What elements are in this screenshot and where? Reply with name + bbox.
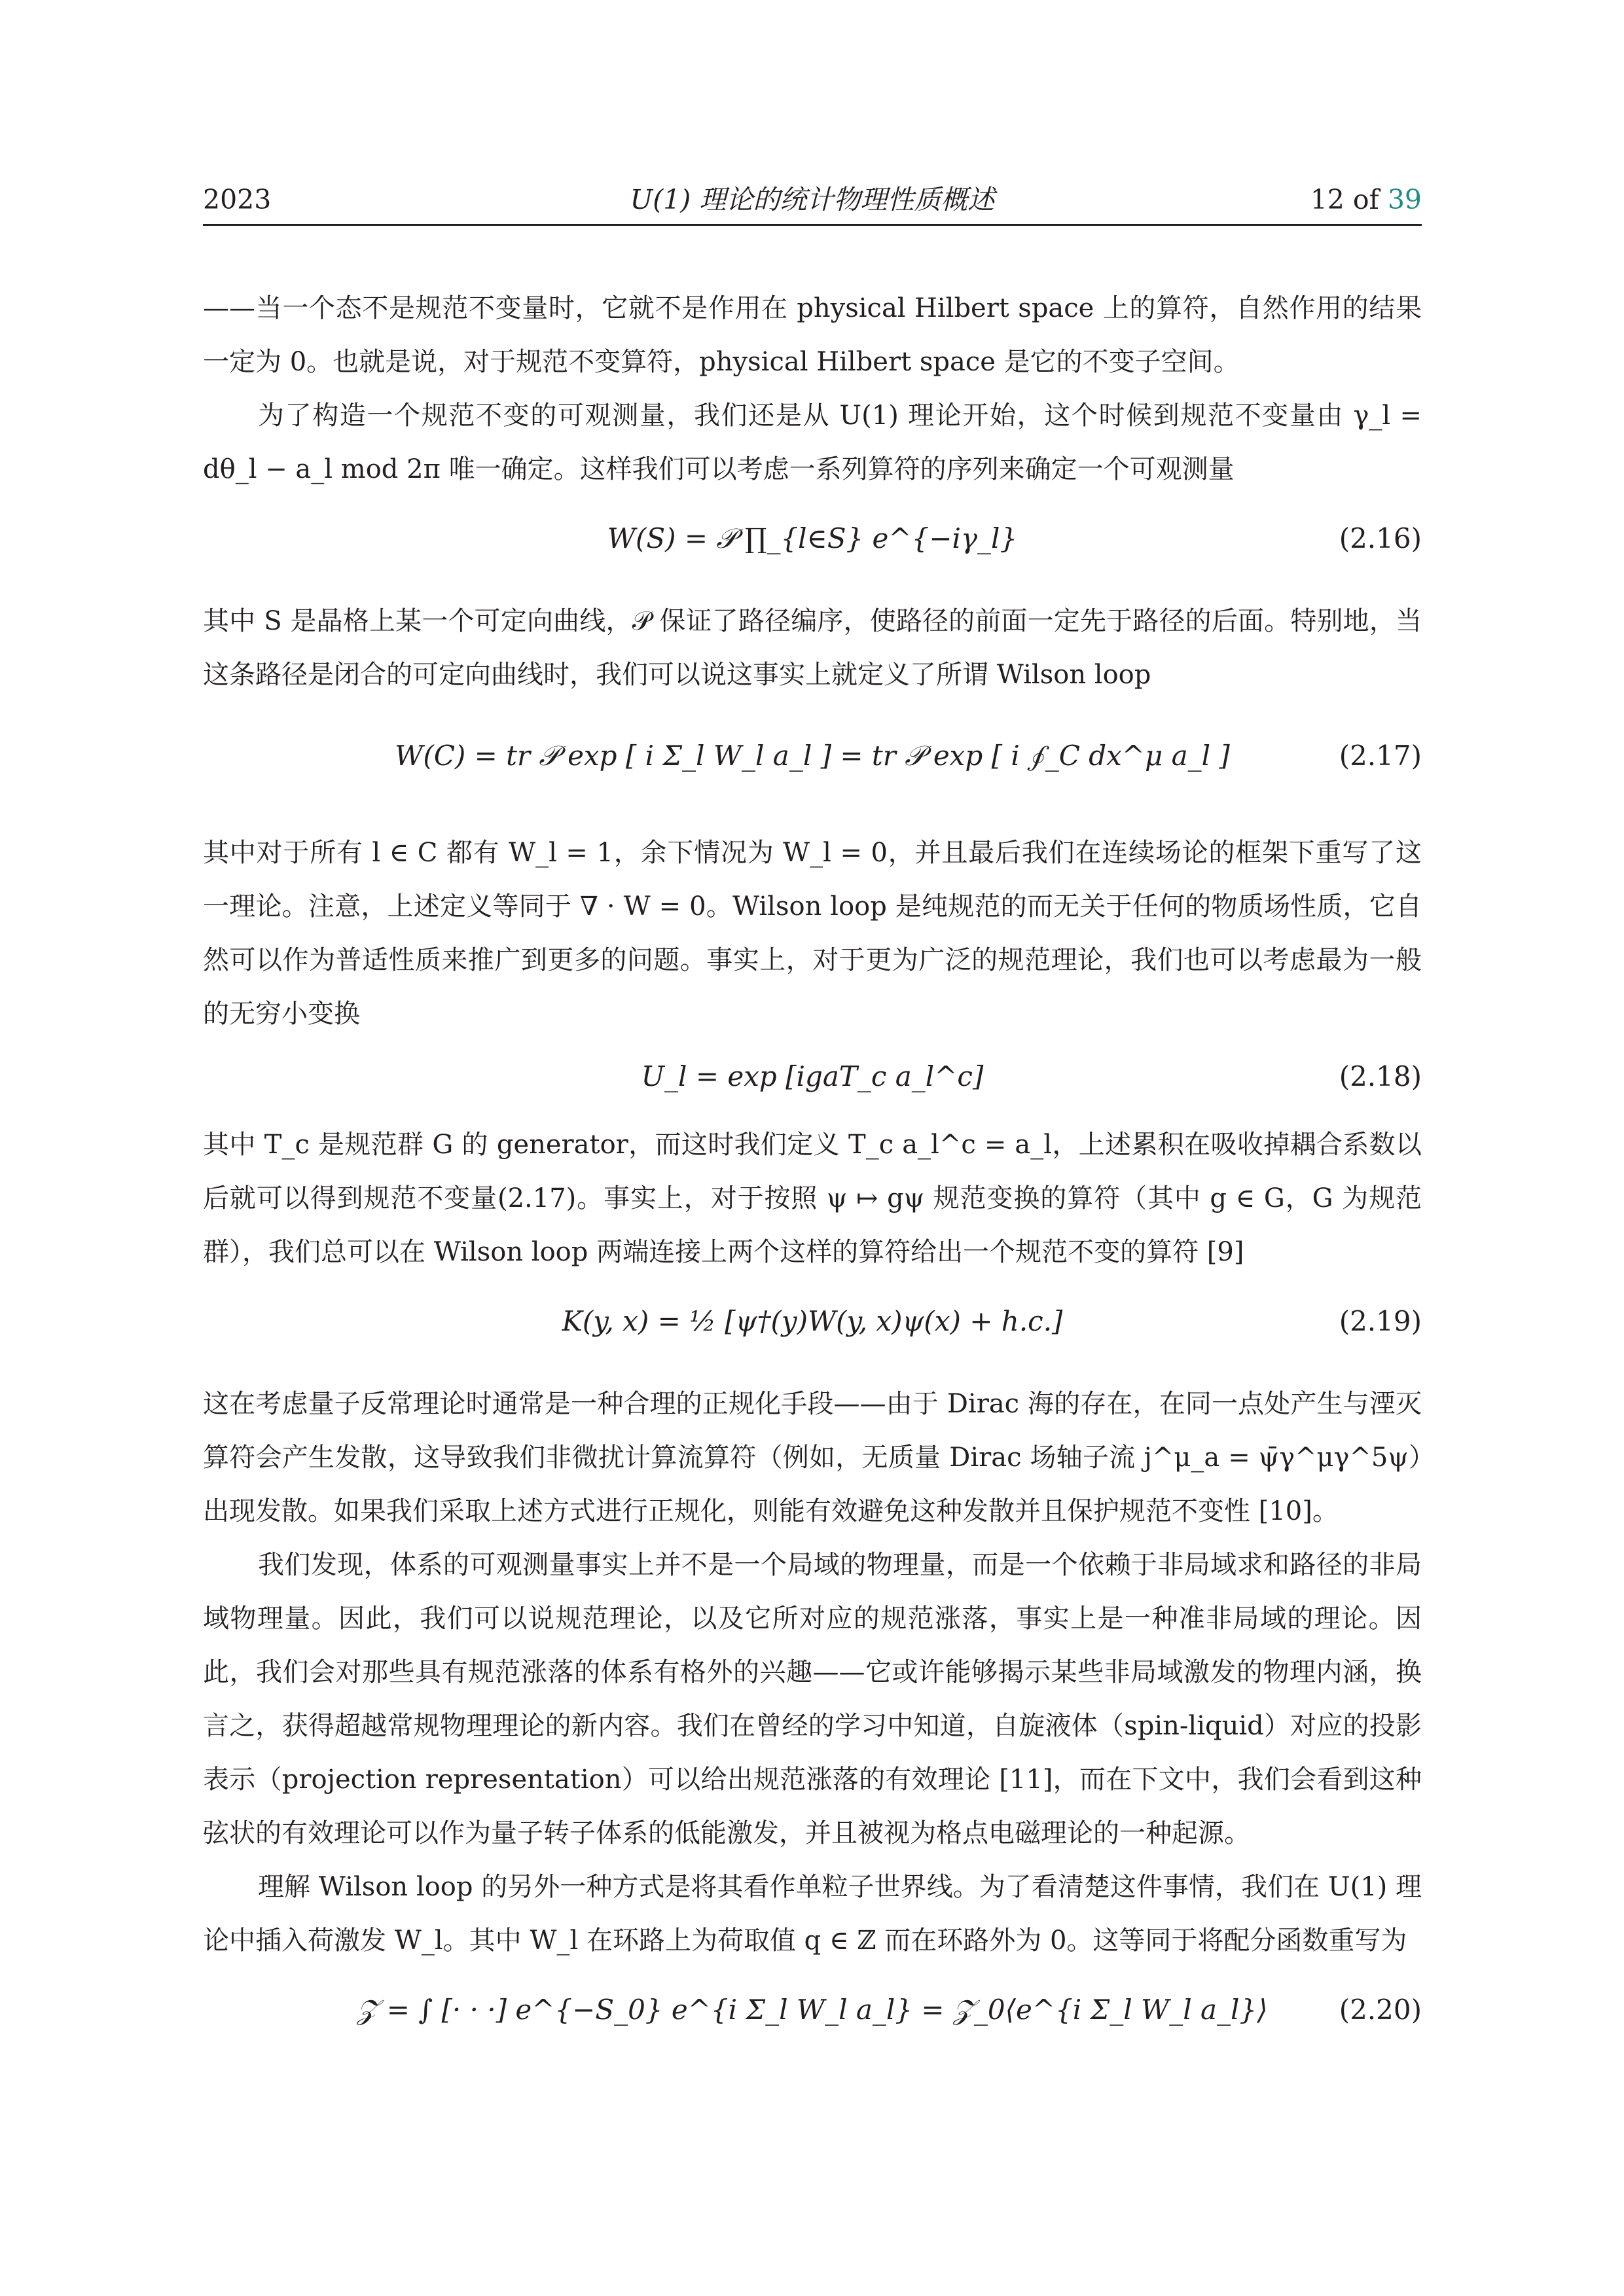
header-rule	[203, 224, 1422, 226]
equation-2-19	[203, 1279, 1422, 1377]
paragraph: 我们发现，体系的可观测量事实上并不是一个局域的物理量，而是一个依赖于非局域求和路径的非局域物理量。因此，我们可以说规范理论，以及它所对应的规范涨落，事实上是一种准非局域的理论。因此，我们会对那些具有规范涨落的体系有格外的兴趣——它或许能够揭示某些非局域激发的物理内涵，换言之，获得超越常规物理理论的新内容。我们在曾经的学习中知道，自旋液体（spin-liquid）对应的投影表示（projection representation）可以给出规范涨落的有效理论 [11]，而在下文中，我们会看到这种弦状的有效理论可以作为量子转子体系的低能激发，并且被视为格点电磁理论的一种起源。	[203, 1550, 1422, 1848]
equation-2-20	[203, 1967, 1422, 2066]
equation-number: (2.18)	[1339, 1060, 1422, 1092]
equation-body: U_l = exp [igaT_c a_l^c]	[641, 1060, 984, 1092]
paragraph: 为了构造一个规范不变的可观测量，我们还是从 U(1) 理论开始，这个时候到规范不变量由 γ_l = dθ_l − a_l mod 2π 唯一确定。这样我们可以考虑一系列算符的序列来确定一个可观测量	[203, 401, 1422, 484]
running-header	[203, 177, 1422, 223]
paragraph: 其中 S 是晶格上某一个可定向曲线，𝒫 保证了路径编序，使路径的前面一定先于路径的后面。特别地，当这条路径是闭合的可定向曲线时，我们可以说这事实上就定义了所谓 Wilson loop	[203, 606, 1422, 690]
header-page-number	[1310, 177, 1422, 223]
equation-number: (2.17)	[1339, 740, 1422, 772]
page-body	[203, 281, 1422, 2066]
header-title: U(1) 理论的统计物理性质概述	[630, 184, 995, 215]
equation-number: (2.16)	[1339, 522, 1422, 554]
equation-2-16	[203, 496, 1422, 594]
equation-number: (2.19)	[1339, 1305, 1422, 1337]
equation-body: 𝒵 = ∫ [· · ·] e^{−S_0} e^{i Σ_l W_l a_l} = 𝒵_0⟨e^{i Σ_l W_l a_l}⟩	[357, 1994, 1268, 2026]
page-current: 12 of	[1310, 184, 1388, 215]
equation-2-17	[203, 702, 1422, 826]
equation-body: W(C) = tr 𝒫 exp [ i Σ_l W_l a_l ] = tr 𝒫 exp [ i ∮_C dx^μ a_l ]	[395, 740, 1230, 772]
paragraph: 其中 T_c 是规范群 G 的 generator，而这时我们定义 T_c a_l^c = a_l，上述累积在吸收掉耦合系数以后就可以得到规范不变量(2.17)。事实上，对于按照 ψ ↦ gψ 规范变换的算符（其中 g ∈ G，G 为规范群），我们总可以在 Wilson loop 两端连接上两个这样的算符给出一个规范不变的算符 [9]	[203, 1130, 1422, 1267]
paragraph: ——当一个态不是规范不变量时，它就不是作用在 physical Hilbert space 上的算符，自然作用的结果一定为 0。也就是说，对于规范不变算符，physical Hilbert space 是它的不变子空间。	[203, 293, 1422, 377]
header-year: 2023	[203, 184, 272, 215]
equation-number: (2.20)	[1339, 1994, 1422, 2026]
paragraph: 这在考虑量子反常理论时通常是一种合理的正规化手段——由于 Dirac 海的存在，在同一点处产生与湮灭算符会产生发散，这导致我们非微扰计算流算符（例如，无质量 Dirac 场轴子流 j^μ_a = ψ̄γ^μγ^5ψ）出现发散。如果我们采取上述方式进行正规化，则能有效避免这种发散并且保护规范不变性 [10]。	[203, 1389, 1422, 1526]
equation-body: K(y, x) = ½ [ψ†(y)W(y, x)ψ(x) + h.c.]	[562, 1305, 1063, 1337]
page-total-link[interactable]: 39	[1387, 184, 1422, 215]
equation-body: W(S) = 𝒫 ∏_{l∈S} e^{−iγ_l}	[607, 522, 1018, 554]
equation-2-18	[203, 1041, 1422, 1118]
paragraph: 其中对于所有 l ∈ C 都有 W_l = 1，余下情况为 W_l = 0，并且最后我们在连续场论的框架下重写了这一理论。注意，上述定义等同于 ∇ · W = 0。Wilson loop 是纯规范的而无关于任何的物质场性质，它自然可以作为普适性质来推广到更多的问题。事实上，对于更为广泛的规范理论，我们也可以考虑最为一般的无穷小变换	[203, 838, 1422, 1029]
paragraph: 理解 Wilson loop 的另外一种方式是将其看作单粒子世界线。为了看清楚这件事情，我们在 U(1) 理论中插入荷激发 W_l。其中 W_l 在环路上为荷取值 q ∈ ℤ 而在环路外为 0。这等同于将配分函数重写为	[203, 1872, 1422, 1956]
